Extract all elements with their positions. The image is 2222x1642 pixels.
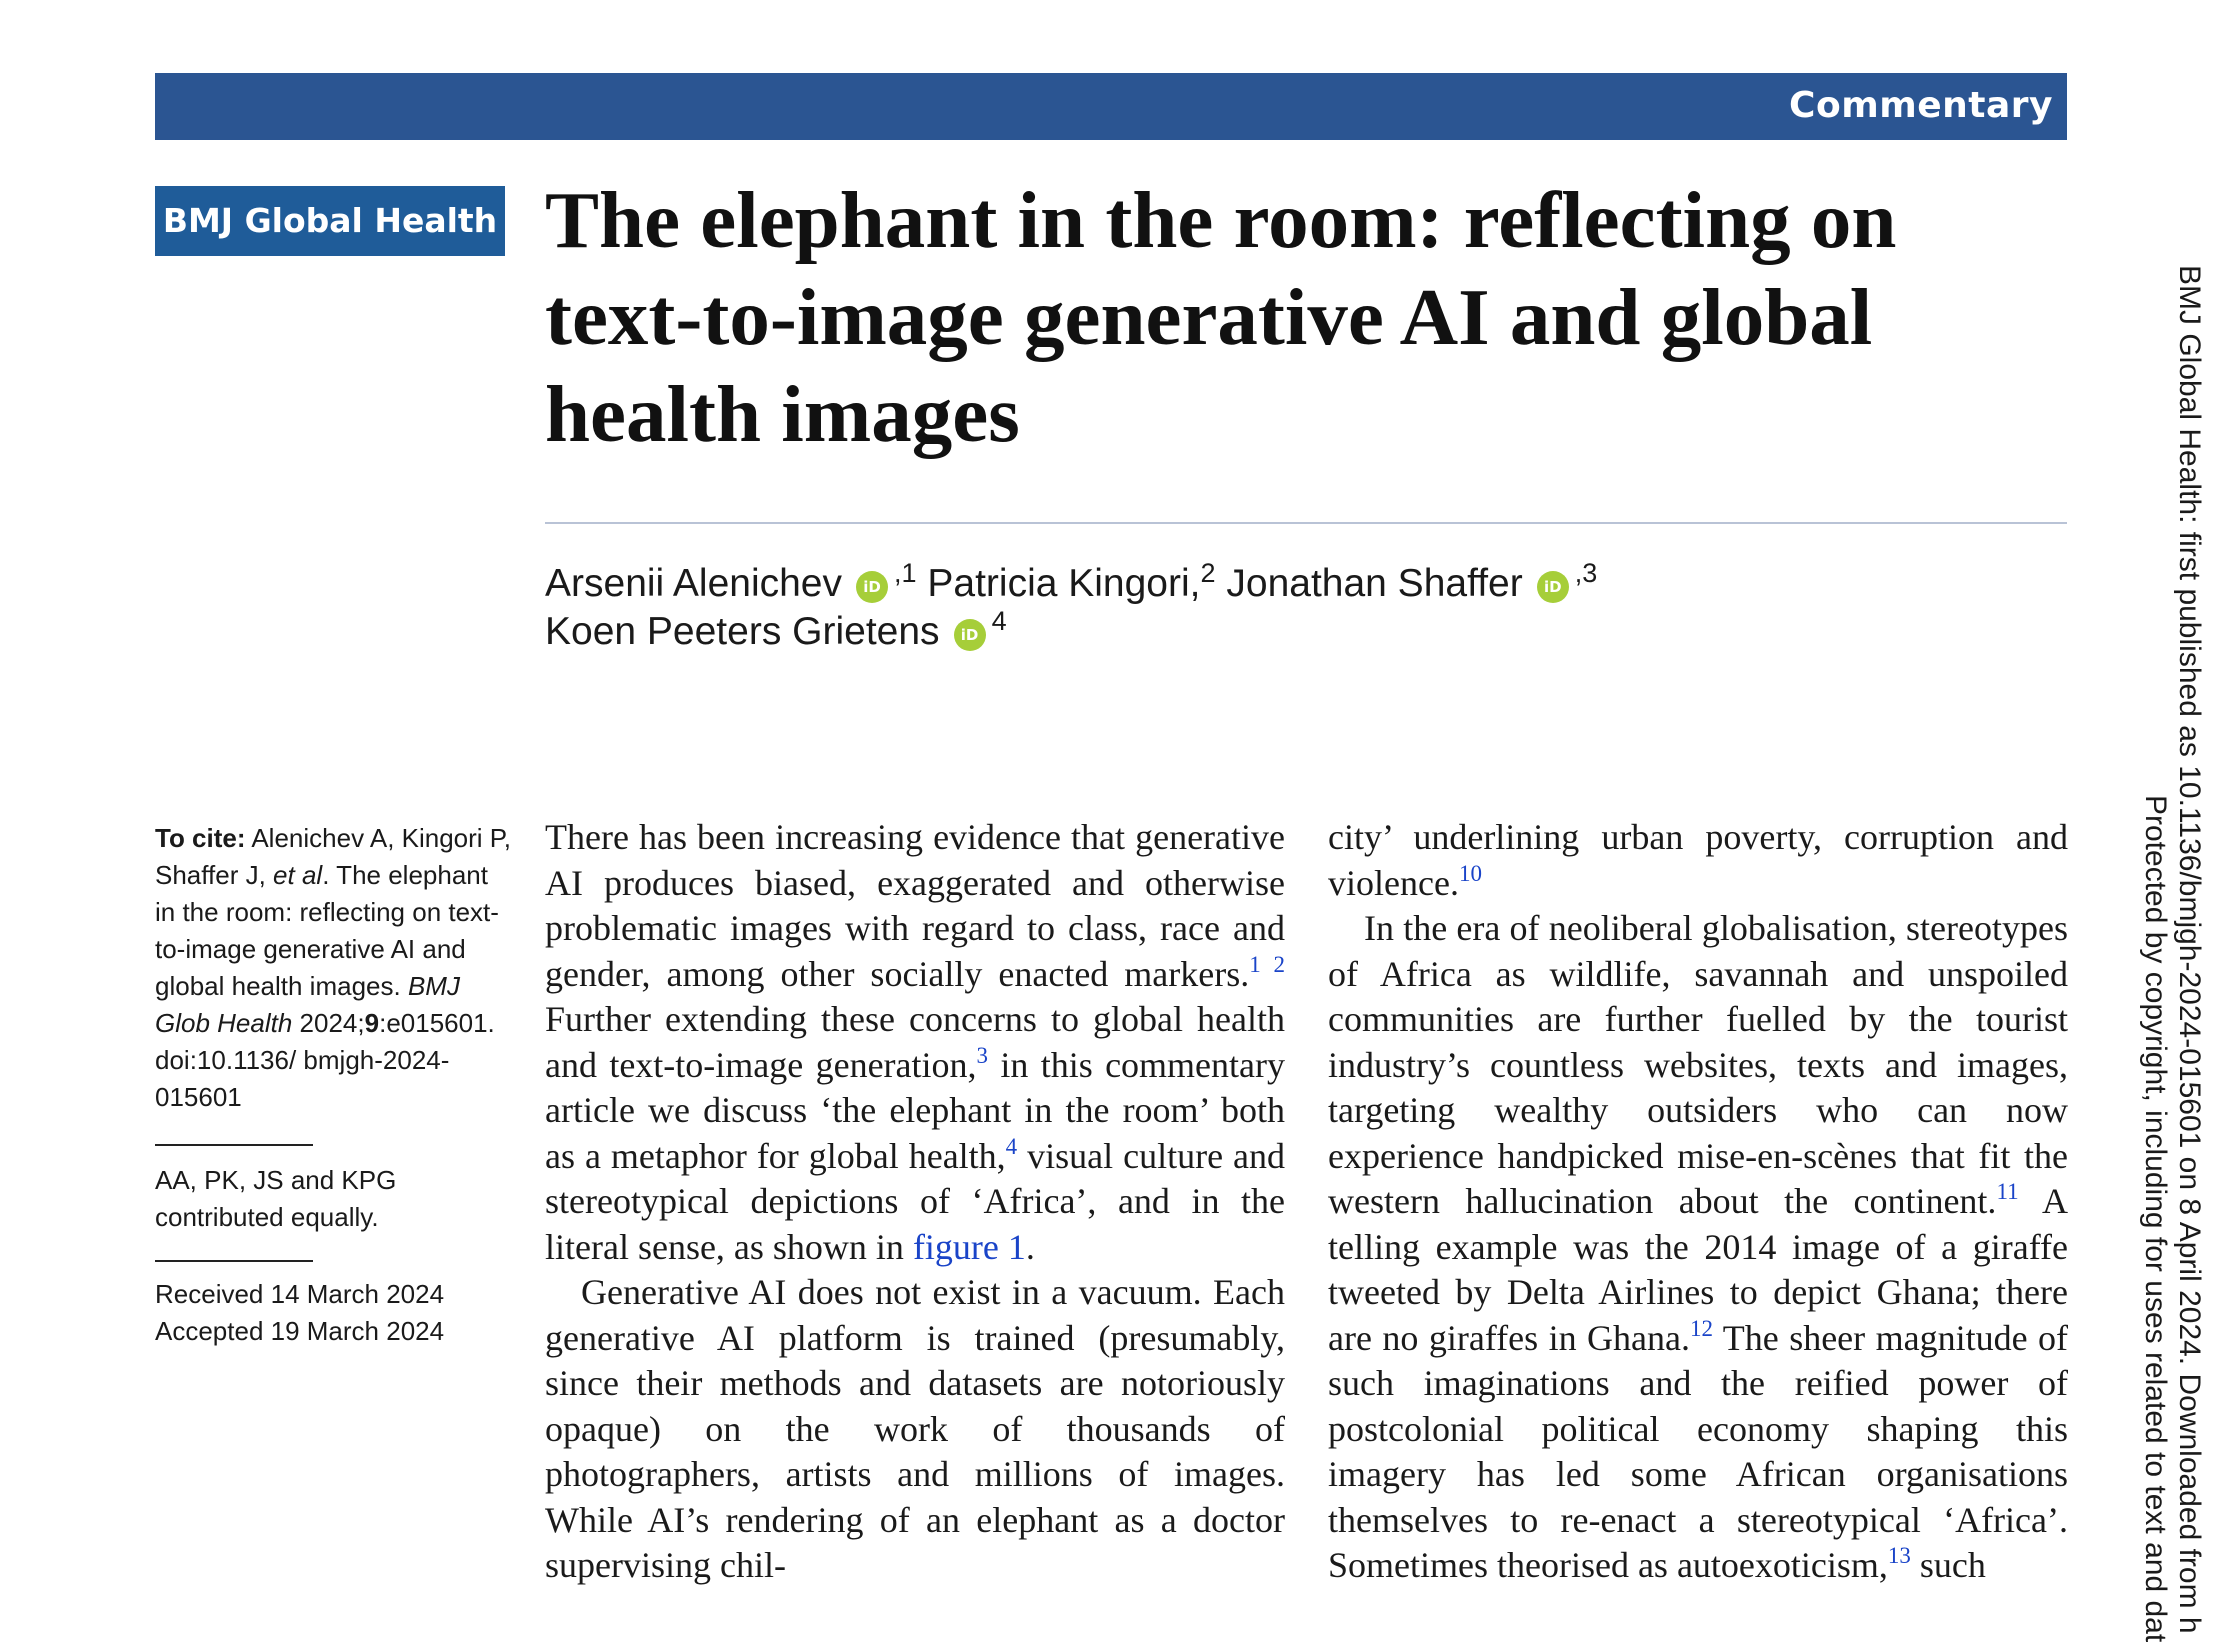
article-title: The elephant in the room: reflecting on text-to-image generative AI and global health images	[545, 175, 1897, 459]
orcid-icon[interactable]: iD	[1537, 571, 1569, 603]
reference-link[interactable]: 13	[1887, 1543, 1911, 1568]
reference-link[interactable]: 12	[1689, 1315, 1713, 1341]
sidebar-divider	[155, 1144, 313, 1146]
accepted-date: Accepted 19 March 2024	[155, 1316, 445, 1346]
journal-abbrev: BMJ Glob Health	[155, 971, 460, 1038]
reference-link[interactable]: 10	[1458, 860, 1482, 886]
sidebar-divider	[155, 1260, 313, 1262]
reference-link[interactable]: 1 2	[1249, 951, 1285, 977]
cite-label: To cite:	[155, 823, 246, 853]
paragraph: There has been increasing evidence that generative AI produces biased, exaggerated and otherwise problematic images with regard to class, race and gender, among other socially enacted markers.$^{1 2}$ Further extending these concerns to global health and text-to-image generation,$^3$ in this commentary article we discuss ‘the elephant in the room’ both as a metaphor for global health,$^4$ visual culture and stereotypical depictions of ‘Africa’, and in the literal sense, as shown in figure 1.	[545, 817, 1285, 1267]
doi-text: :e015601. doi:10.1136/ bmjgh-2024-015601	[155, 1008, 495, 1112]
affiliation-marker: 4	[991, 606, 1007, 636]
orcid-icon[interactable]: iD	[954, 619, 986, 651]
body-column-left	[545, 815, 1285, 1589]
author-1[interactable]: Arsenii Alenichev iD $^{,1}$	[545, 558, 917, 605]
author-list	[545, 560, 2045, 656]
paragraph: In the era of neoliberal globalisation, stereotypes of Africa as wildlife, savannah and unspoiled communities are further fuelled by the tourist industry’s countless websites, texts and images, targeting wealthy outsiders who can now experience handpicked mise-en-scènes that fit the western hallucination about the continent.$^{11}$ A telling example was the 2014 image of a giraffe tweeted by Delta Airlines to depict Ghana; there are no giraffes in Ghana.$^{12}$ The sheer magnitude of such imaginations and the reified power of postcolonial political economy shaping this imagery has led some African organisations themselves to re-enact a stereotypical ‘Africa’. Sometimes theorised as autoexoticism,$^{13}$ such	[1328, 908, 2069, 1585]
author-3[interactable]: Jonathan Shaffer iD $^{,3}$	[1226, 558, 1598, 605]
paragraph: Generative AI does not exist in a vacuum. Each generative AI platform is trained (presumably, since their methods and datasets are notoriously opaque) on the work of thousands of photographers, artists and millions of images. While AI’s rendering of an elephant as a doctor supervising chil-	[545, 1272, 1285, 1585]
article-sidebar	[155, 820, 515, 1350]
received-date: Received 14 March 2024	[155, 1279, 445, 1309]
citation-block: To cite: Alenichev A, Kingori P, Shaffer J, et al. The elephant in the room: reflecting on text-to-image generative AI and global health images. BMJ Glob Health 2024;9:e015601. doi:10.1136/ bmjgh-2024-015601	[155, 823, 512, 1112]
paragraph: city’ underlining urban poverty, corruption and violence.$^{10}$	[1328, 817, 2068, 903]
figure-link[interactable]: figure 1	[912, 1226, 1026, 1267]
reference-link[interactable]: 3	[976, 1042, 989, 1068]
title-divider	[545, 522, 2067, 524]
copyright-notice: Protected by copyright, including for uses related to text and dat	[2139, 795, 2172, 1642]
affiliation-marker: ,3	[1574, 558, 1598, 588]
reference-link[interactable]: 11	[1996, 1179, 2019, 1204]
section-label: Commentary	[1789, 85, 2053, 126]
affiliation-marker: ,1	[894, 558, 917, 588]
body-column-right	[1328, 815, 2068, 1589]
affiliation-marker: 2	[1200, 558, 1216, 588]
journal-logo: BMJ Global Health	[155, 186, 505, 256]
orcid-icon[interactable]: iD	[856, 571, 888, 603]
reference-link[interactable]: 4	[1005, 1133, 1018, 1159]
section-banner	[155, 73, 2067, 140]
contribution-note: AA, PK, JS and KPG contributed equally.	[155, 1165, 397, 1232]
author-4[interactable]: Koen Peeters Grietens iD $^4$	[545, 606, 1007, 653]
author-2[interactable]: Patricia Kingori,$^2$	[927, 558, 1216, 605]
publication-notice: BMJ Global Health: first published as 10.1136/bmjgh-2024-015601 on 8 April 2024. Downloaded from h	[2173, 265, 2206, 1634]
